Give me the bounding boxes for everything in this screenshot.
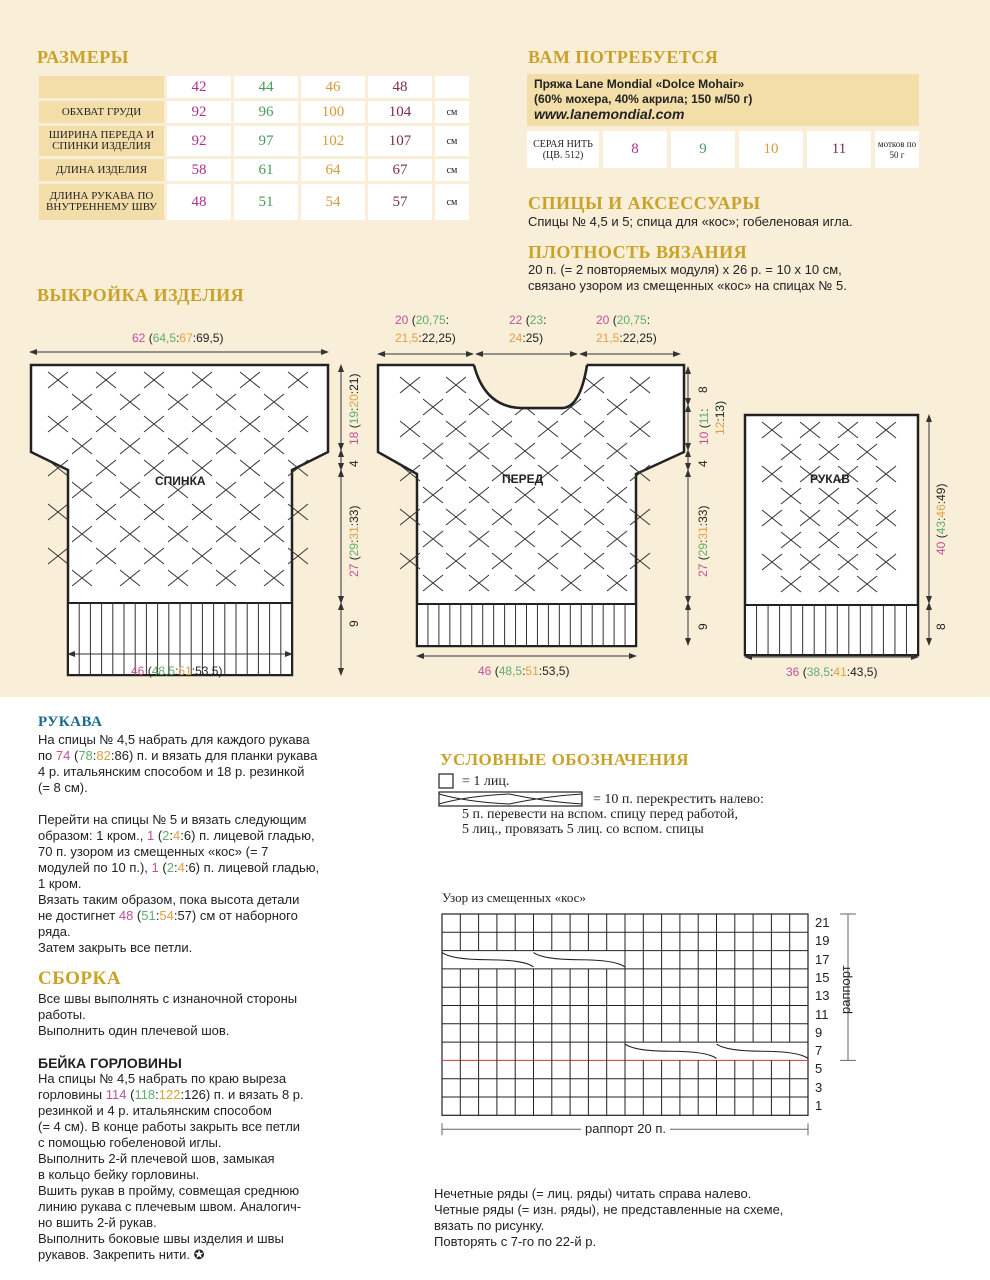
front-neck-width: 22 (23: 24:25) <box>509 313 547 345</box>
cell: 67 <box>368 159 432 181</box>
front-shoulder-right: 20 (20,75: 21,5:22,25) <box>596 313 657 345</box>
size-value: 57 <box>177 908 192 923</box>
skein-count: 8 <box>603 131 667 168</box>
gauge-title: ПЛОТНОСТЬ ВЯЗАНИЯ <box>528 242 748 262</box>
stitch-chart <box>430 905 860 1155</box>
materials-title: ВАМ ПОТРЕБУЕТСЯ <box>528 47 719 67</box>
size-col: 48 <box>368 76 432 98</box>
note-line: Четные ряды (= изн. ряды), не представленные на схеме, <box>434 1202 784 1217</box>
size-value: 1 <box>151 860 159 875</box>
assembly-line: работы. <box>38 1007 86 1022</box>
assembly-line: Выполнить один плечевой шов. <box>38 1023 230 1038</box>
sleeve-width: 36 (38,5:41:43,5) <box>786 665 878 679</box>
legend-cable-line3: 5 лиц., провязать 5 лиц. со вспом. спицы <box>462 822 704 837</box>
cell: 92 <box>167 126 231 156</box>
size-value: 118 <box>134 1087 156 1102</box>
legend-cable-line2: 5 п. перевести на вспом. спицу перед работой, <box>462 807 738 822</box>
note-line: Повторять с 7-го по 22-й р. <box>434 1234 597 1249</box>
back-body-height: 27 (29:31:33) <box>347 505 361 577</box>
instruction-line: 1 кром. <box>38 876 82 891</box>
instruction-line: модулей по 10 п.), 1 (2:4:6) п. лицевой гладью, <box>38 860 320 875</box>
size-value: 78 <box>78 748 93 763</box>
row-label: 1 <box>815 1098 823 1113</box>
row-label: 11 <box>815 1006 829 1022</box>
skein-count: 11 <box>807 131 871 168</box>
size-value: 4 <box>173 828 181 843</box>
sleeve-piece <box>745 415 918 655</box>
front-step: 4 <box>696 460 710 467</box>
rib-band <box>746 606 917 654</box>
assembly-line: Все швы выполнять с изнаночной стороны <box>38 991 298 1006</box>
cell: 100 <box>301 101 365 123</box>
cable-symbol-icon <box>439 792 582 806</box>
cell: 48 <box>167 184 231 220</box>
size-value: 2 <box>162 828 170 843</box>
cell: 54 <box>301 184 365 220</box>
repeat-horizontal-label: раппорт 20 п. <box>581 1121 670 1137</box>
instruction-line: На спицы № 4,5 набрать для каждого рукава <box>38 732 310 747</box>
needles-title: СПИЦЫ И АКСЕССУАРЫ <box>528 193 761 213</box>
instruction-line: не достигнет 48 (51:54:57) см от наборного <box>38 908 298 923</box>
instruction-line: Вязать таким образом, пока высота детали <box>38 892 300 907</box>
unit: см <box>435 101 469 123</box>
row-label: ОБХВАТ ГРУДИ <box>39 101 164 123</box>
knit-symbol-icon <box>439 774 453 788</box>
instruction-line: рукавов. Закрепить нити. ✪ <box>38 1247 205 1262</box>
instruction-line <box>38 796 348 812</box>
front-neck-depth: 8 <box>696 386 710 393</box>
cell: 57 <box>368 184 432 220</box>
instruction-line: линию рукава с плечевым швом. Аналогич- <box>38 1199 302 1214</box>
instruction-line: Выполнить 2-й плечевой шов, замыкая <box>38 1151 275 1166</box>
pattern-title: ВЫКРОЙКА ИЗДЕЛИЯ <box>37 285 245 305</box>
instruction-line: но вшить 2-й рукав. <box>38 1215 157 1230</box>
size-value: 48 <box>118 908 134 923</box>
instruction-line: Выполнить боковые швы изделия и швы <box>38 1231 284 1246</box>
sleeve-rib-height: 8 <box>934 623 948 630</box>
instruction-line: с помощью гобеленовой иглы. <box>38 1135 222 1150</box>
back-top-width: 62 (64,5:67:69,5) <box>132 331 224 345</box>
size-col: 44 <box>234 76 298 98</box>
cell: 102 <box>301 126 365 156</box>
size-value: 82 <box>96 748 111 763</box>
instruction-line: На спицы № 4,5 набрать по краю выреза <box>38 1071 287 1086</box>
row-label: 21 <box>815 915 830 930</box>
chart-notes <box>434 1186 783 1250</box>
instruction-line: ряда. <box>38 924 71 939</box>
unit: см <box>435 126 469 156</box>
neckband-instructions <box>38 1071 348 1263</box>
cable-motif <box>48 548 68 564</box>
needles-text: Спицы № 4,5 и 5; спица для «кос»; гобеленовая игла. <box>528 214 853 229</box>
sleeve-label: РУКАВ <box>810 472 850 486</box>
instruction-line: в кольцо бейку горловины. <box>38 1167 200 1182</box>
row-label: ДЛИНА ИЗДЕЛИЯ <box>39 159 164 181</box>
row-label: 19 <box>815 933 830 949</box>
repeat-vertical-label: раппорт <box>838 965 853 1014</box>
row-label: 17 <box>815 951 830 967</box>
instruction-line: (= 4 см). В конце работы закрыть все петли <box>38 1119 301 1134</box>
cell: 92 <box>167 101 231 123</box>
row-label: ДЛИНА РУКАВА ПО ВНУТРЕННЕМУ ШВУ <box>39 184 164 220</box>
chart-title: Узор из смещенных «кос» <box>442 890 586 905</box>
front-label: ПЕРЕД <box>502 472 544 486</box>
note-line: Нечетные ряды (= лиц. ряды) читать справа налево. <box>434 1186 752 1201</box>
yarn-url[interactable]: www.lanemondial.com <box>534 106 685 122</box>
legend-knit: = 1 лиц. <box>462 774 510 789</box>
front-bottom-width: 46 (48,5:51:53,5) <box>478 664 570 678</box>
instruction-line: Затем закрыть все петли. <box>38 940 193 955</box>
row-label: ШИРИНА ПЕРЕДА И СПИНКИ ИЗДЕЛИЯ <box>39 126 164 156</box>
assembly-title: СБОРКА <box>38 968 122 989</box>
front-piece <box>378 364 684 646</box>
front-body-height: 27 (29:31:33) <box>696 505 710 577</box>
row-label: 5 <box>815 1061 823 1077</box>
cell: 51 <box>234 184 298 220</box>
size-value: 114 <box>105 1087 127 1102</box>
note-line: вязать по рисунку. <box>434 1218 545 1233</box>
front-shoulder-left: 20 (20,75: 21,5:22,25) <box>395 313 456 345</box>
row-label: 15 <box>815 969 830 985</box>
size-value: 74 <box>55 748 71 763</box>
gauge-line1: 20 п. (= 2 повторяемых модуля) х 26 р. = 10 х 10 см, <box>528 262 842 277</box>
sizes-title: РАЗМЕРЫ <box>37 47 129 67</box>
front-rib-height: 9 <box>696 623 710 630</box>
sleeve-height: 40 (43:46:49) <box>934 483 948 555</box>
instruction-line: (= 8 см). <box>38 780 88 795</box>
size-value: 4 <box>177 860 185 875</box>
yarn-composition: (60% мохера, 40% акрила; 150 м/50 г) <box>534 92 753 106</box>
size-value: 2 <box>166 860 174 875</box>
yarn-name: Пряжа Lane Mondial «Dolce Mohair» <box>534 77 745 91</box>
size-value: 6 <box>188 860 196 875</box>
instruction-line: 4 р. итальянским способом и 18 р. резинкой <box>38 764 305 779</box>
size-value: 54 <box>159 908 174 923</box>
sleeves-title: РУКАВА <box>38 714 103 730</box>
back-rib-height: 9 <box>347 620 361 627</box>
instruction-line: по 74 (78:82:86) п. и вязать для планки рукава <box>38 748 318 763</box>
cell: 61 <box>234 159 298 181</box>
cell: 107 <box>368 126 432 156</box>
cell: 96 <box>234 101 298 123</box>
size-value: 6 <box>183 828 192 843</box>
cell: 58 <box>167 159 231 181</box>
back-piece <box>31 365 328 675</box>
back-armhole-height: 18 (19:20:21) <box>347 373 361 445</box>
back-label: СПИНКА <box>155 474 206 488</box>
row-label: 3 <box>815 1079 823 1095</box>
instruction-line: 70 п. узором из смещенных «кос» (= 7 <box>38 844 269 859</box>
row-label: 9 <box>815 1024 823 1040</box>
neckband-title: БЕЙКА ГОРЛОВИНЫ <box>38 1055 182 1071</box>
size-value: 86 <box>114 748 129 763</box>
cell: 104 <box>368 101 432 123</box>
instruction-line: Перейти на спицы № 5 и вязать следующим <box>38 812 307 827</box>
cell: 97 <box>234 126 298 156</box>
size-value: 122 <box>158 1087 181 1102</box>
size-col: 42 <box>167 76 231 98</box>
size-value: 1 <box>146 828 155 843</box>
assembly-instructions <box>38 991 348 1039</box>
skein-unit: мотков по 50 г <box>875 131 919 168</box>
legend-symbols <box>437 772 587 812</box>
legend-cable-line1: = 10 п. перекрестить налево: <box>593 792 764 807</box>
back-bottom-width: 46 (48,5:51:53,5) <box>131 664 223 678</box>
sleeves-instructions <box>38 732 348 956</box>
unit: см <box>435 159 469 181</box>
skein-count: 9 <box>671 131 735 168</box>
front-armhole-height: 10 (11: 12:13) <box>697 400 727 445</box>
size-col: 46 <box>301 76 365 98</box>
unit: см <box>435 184 469 220</box>
instruction-line: горловины 114 (118:122:126) п. и вязать 8 р. <box>38 1087 304 1102</box>
row-label: 13 <box>815 988 830 1004</box>
back-step: 4 <box>347 460 361 467</box>
size-value: 126 <box>184 1087 206 1102</box>
instruction-line: образом: 1 кром., 1 (2:4:6) п. лицевой гладью, <box>38 828 315 843</box>
instruction-line: Вшить рукав в пройму, совмещая среднюю <box>38 1183 300 1198</box>
yarn-color-label: СЕРАЯ НИТЬ (ЦВ. 512) <box>527 131 599 168</box>
cable-motif <box>48 504 68 520</box>
gauge-line2: связано узором из смещенных «кос» на спицах № 5. <box>528 278 847 293</box>
cell: 64 <box>301 159 365 181</box>
legend-title: УСЛОВНЫЕ ОБОЗНАЧЕНИЯ <box>440 750 690 769</box>
size-value: 51 <box>141 908 156 923</box>
instruction-line: резинкой и 4 р. итальянским способом <box>38 1103 272 1118</box>
row-label: 7 <box>815 1043 823 1059</box>
skein-count: 10 <box>739 131 803 168</box>
